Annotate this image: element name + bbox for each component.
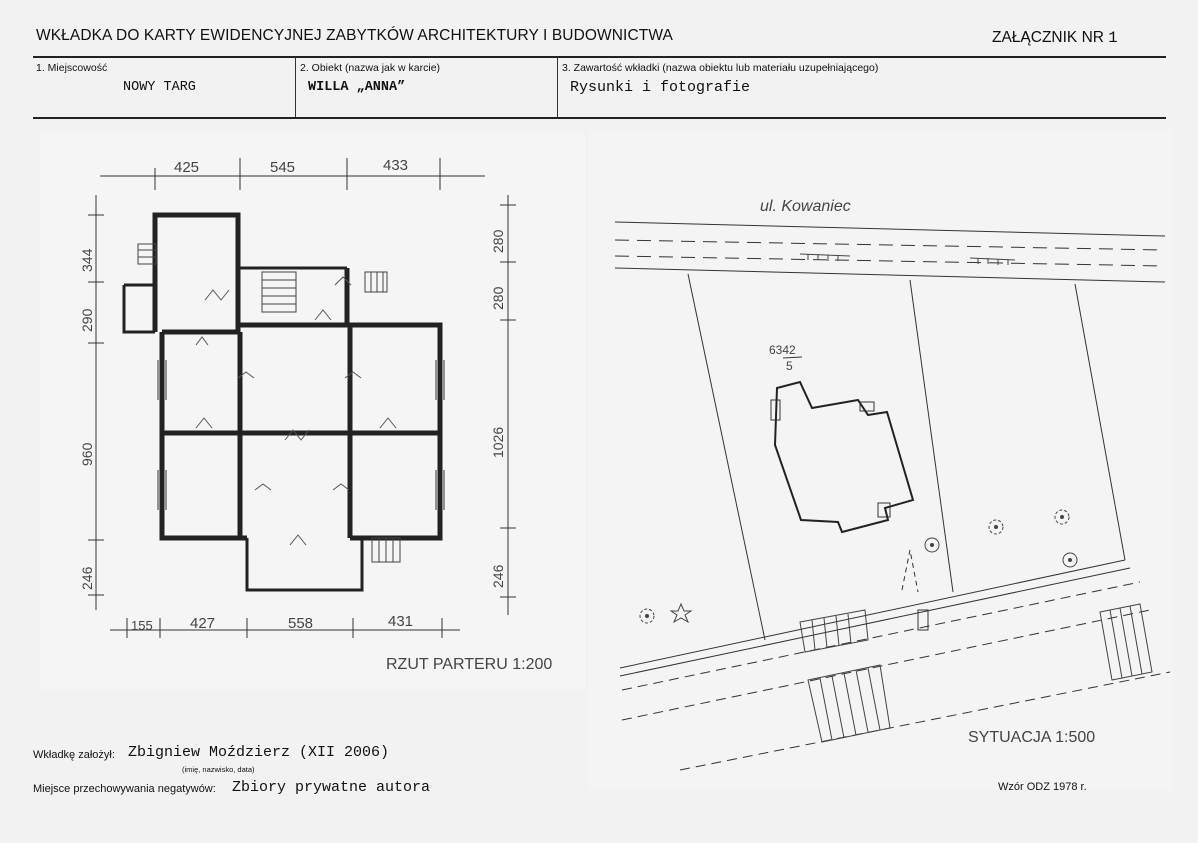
dim-bottom-4: 431 <box>388 613 414 630</box>
site-plan-drawing <box>615 222 1170 770</box>
locality-value: NOWY TARG <box>123 80 196 95</box>
dim-right-1: 280 <box>490 229 506 253</box>
document-title: WKŁADKA DO KARTY EWIDENCYJNEJ ZABYTKÓW ARCHITEKTURY I BUDOWNICTWA <box>36 27 673 44</box>
dim-right-3: 1026 <box>490 426 506 458</box>
dim-bottom-2: 427 <box>190 615 216 632</box>
street-name: ul. Kowaniec <box>760 198 851 215</box>
storage-label: Miejsce przechowywania negatywów: <box>33 783 216 795</box>
founder-hint: (imię, nazwisko, data) <box>182 765 255 774</box>
dim-top-3: 433 <box>383 157 409 174</box>
contents-value: Rysunki i fotografie <box>570 79 751 96</box>
floor-plan-caption: RZUT PARTERU 1:200 <box>386 656 553 673</box>
parcel-number: 6342 <box>769 343 796 357</box>
dim-top-2: 545 <box>270 159 296 176</box>
dim-bottom-3: 558 <box>288 615 314 632</box>
storage-value: Zbiory prywatne autora <box>232 779 431 796</box>
dim-left-1: 344 <box>79 248 95 272</box>
object-label: 2. Obiekt (nazwa jak w karcie) <box>300 62 441 74</box>
dim-bottom-1: 155 <box>131 618 153 633</box>
dim-right-4: 246 <box>490 564 506 588</box>
locality-label: 1. Miejscowość <box>36 62 108 74</box>
dim-left-3: 960 <box>79 442 95 466</box>
object-value: WILLA „ANNA” <box>308 80 406 95</box>
dim-left-2: 290 <box>79 308 95 332</box>
contents-label: 3. Zawartość wkładki (nazwa obiektu lub materiału uzupełniającego) <box>562 62 879 74</box>
dim-left-4: 246 <box>79 566 95 590</box>
site-plan-caption: SYTUACJA 1:500 <box>968 729 1096 746</box>
annex-number: 1 <box>1108 29 1118 47</box>
dim-top-1: 425 <box>174 159 200 176</box>
dim-right-2: 280 <box>490 286 506 310</box>
form-model: Wzór ODZ 1978 r. <box>998 781 1087 793</box>
founder-value: Zbigniew Moździerz (XII 2006) <box>128 744 390 761</box>
floor-plan-drawing <box>88 158 516 638</box>
founder-label: Wkładkę założył: <box>33 749 115 761</box>
annex-text: ZAŁĄCZNIK NR <box>992 29 1104 46</box>
parcel-sub: 5 <box>786 359 793 373</box>
